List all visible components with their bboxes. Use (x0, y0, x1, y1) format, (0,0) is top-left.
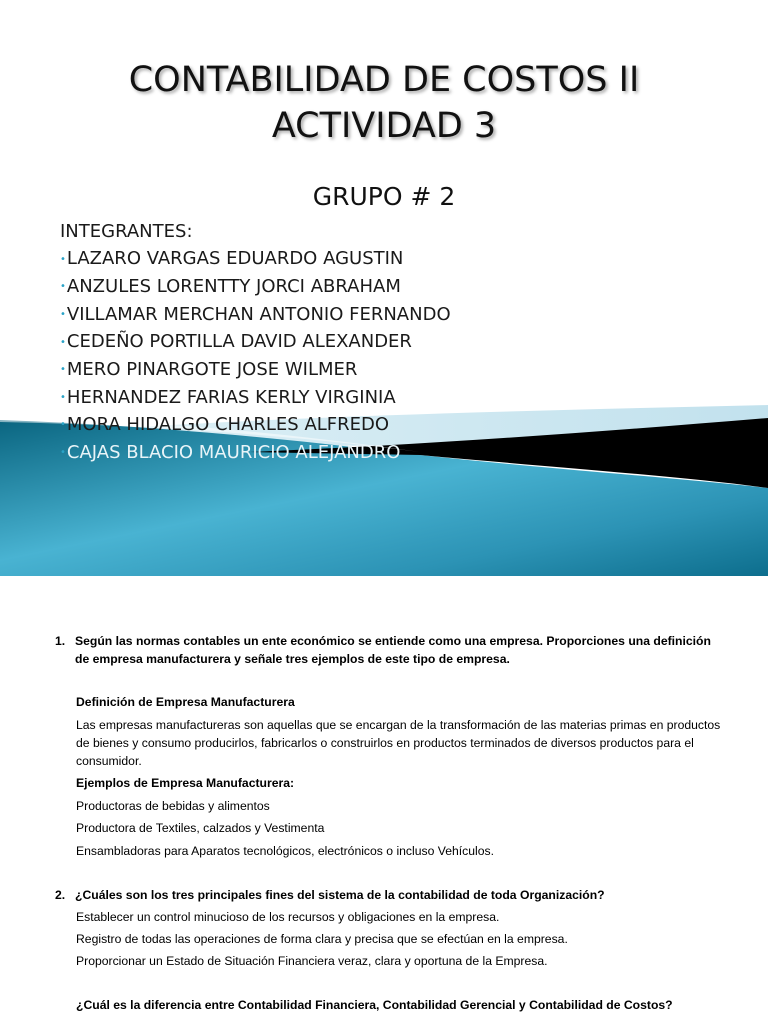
definition-text: Las empresas manufactureras son aquellas que se encargan de la transformación de las materias primas en productos de bienes y consumo producirlos, fabricarlos o construirlos en productos terminados de diversos productos para el consumidor. (76, 718, 721, 768)
bullet-icon: • (60, 364, 66, 376)
member-item: •LAZARO VARGAS EDUARDO AGUSTIN (60, 248, 404, 270)
question-number: 2. (55, 888, 66, 902)
group-label: GRUPO # 2 (312, 182, 456, 211)
document-page (0, 576, 768, 1024)
answer-item: Registro de todas las operaciones de forma clara y precisa que se efectúan en la empresa. (76, 932, 568, 946)
member-item: •CEDEÑO PORTILLA DAVID ALEXANDER (60, 331, 412, 353)
question-text: Según las normas contables un ente económico se entiende como una empresa. Proporciones una definición de empresa manufacturera y señale tres ejemplos de este tipo de empresa. (75, 634, 711, 666)
answer-item: Proporcionar un Estado de Situación Financiera veraz, clara y oportuna de la Empresa. (76, 954, 548, 968)
answer-item: Establecer un control minucioso de los recursos y obligaciones en la empresa. (76, 910, 500, 924)
example-item: Ensambladoras para Aparatos tecnológicos, electrónicos o incluso Vehículos. (76, 844, 495, 858)
slide-title-line-2: ACTIVIDAD 3 (271, 106, 497, 146)
question-3-text: ¿Cuál es la diferencia entre Contabilidad Financiera, Contabilidad Gerencial y Contabilidad de Costos? (76, 998, 673, 1012)
members-heading: INTEGRANTES: (60, 221, 193, 242)
member-item: •HERNANDEZ FARIAS KERLY VIRGINIA (60, 386, 396, 408)
bullet-icon: • (60, 253, 66, 265)
bullet-icon: • (60, 391, 66, 403)
definition-heading: Definición de Empresa Manufacturera (76, 695, 295, 709)
members-list (60, 218, 451, 466)
member-item: •VILLAMAR MERCHAN ANTONIO FERNANDO (60, 303, 451, 325)
member-item: •CAJAS BLACIO MAURICIO ALEJANDRO (60, 441, 401, 463)
examples-heading: Ejemplos de Empresa Manufacturera: (76, 776, 295, 790)
bullet-icon: • (60, 336, 66, 348)
question-2 (55, 886, 715, 904)
bullet-icon: • (60, 308, 66, 320)
bullet-icon: • (60, 281, 66, 293)
example-item: Productora de Textiles, calzados y Vestimenta (76, 821, 325, 835)
member-item: •MORA HIDALGO CHARLES ALFREDO (60, 414, 390, 436)
slide-title-line-1: CONTABILIDAD DE COSTOS II (128, 60, 640, 100)
member-item: •MERO PINARGOTE JOSE WILMER (60, 358, 358, 380)
bullet-icon: • (60, 447, 66, 459)
question-1 (55, 632, 715, 668)
bullet-icon: • (60, 419, 66, 431)
member-item: •ANZULES LORENTTY JORCI ABRAHAM (60, 275, 401, 297)
question-text: ¿Cuáles son los tres principales fines del sistema de la contabilidad de toda Organización? (75, 888, 605, 902)
example-item: Productoras de bebidas y alimentos (76, 799, 270, 813)
question-number: 1. (55, 634, 66, 648)
